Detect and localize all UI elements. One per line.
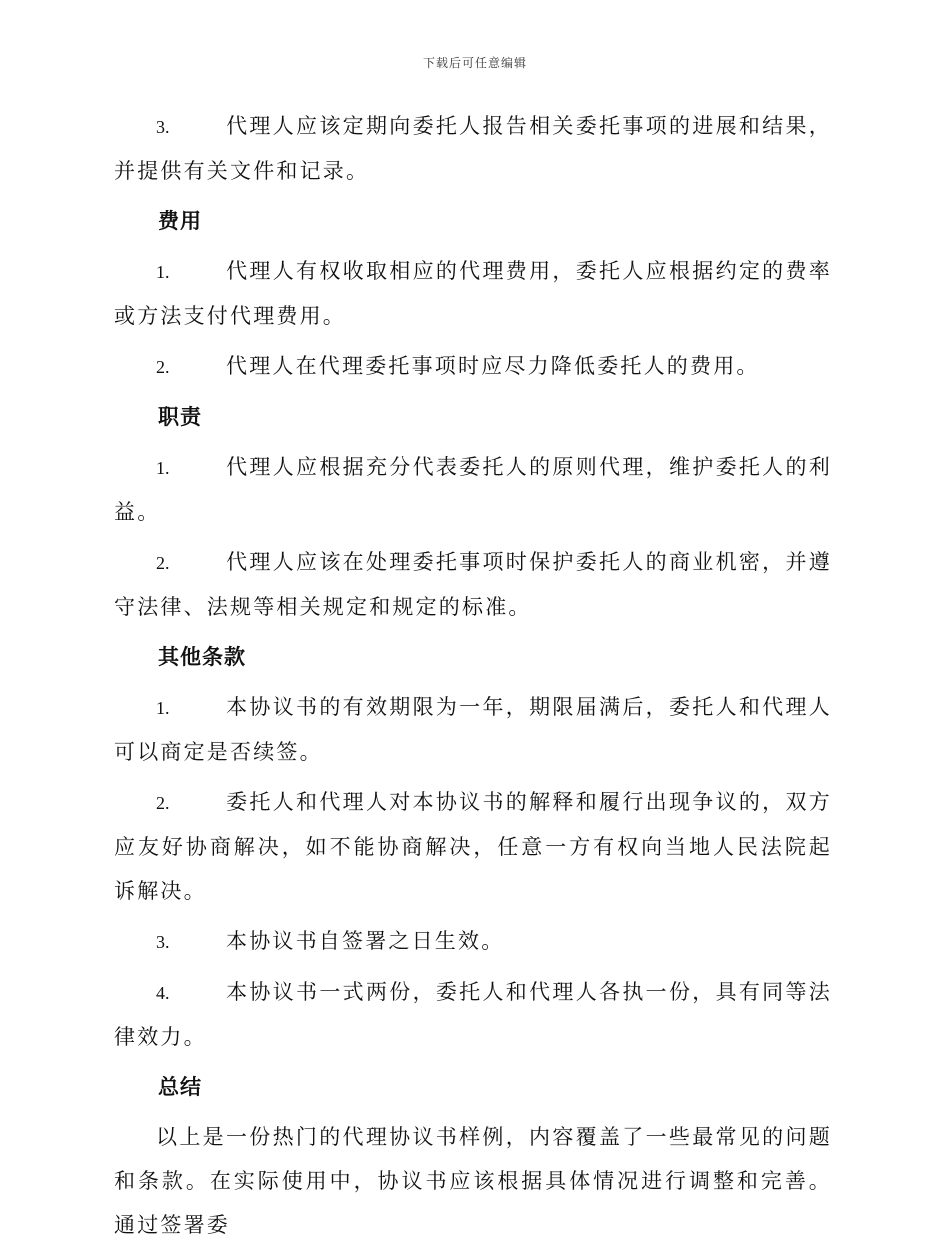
list-item	[114, 104, 832, 193]
item-number: 4.	[156, 983, 170, 1003]
list-item	[114, 445, 832, 534]
item-number: 2.	[156, 793, 170, 813]
item-number: 3.	[156, 117, 170, 137]
list-item	[114, 970, 832, 1059]
summary-paragraph: 以上是一份热门的代理协议书样例，内容覆盖了一些最常见的问题和条款。在实际使用中，协议书应该根据具体情况进行调整和完善。通过签署委	[114, 1125, 832, 1237]
item-text: 代理人在代理委托事项时应尽力降低委托人的费用。	[226, 354, 760, 378]
document-body	[114, 104, 832, 1253]
page-header: 下载后可任意编辑	[422, 56, 527, 70]
item-text: 代理人有权收取相应的代理费用，委托人应根据约定的费率或方法支付代理费用。	[114, 259, 832, 328]
item-text: 代理人应该在处理委托事项时保护委托人的商业机密，并遵守法律、法规等相关规定和规定的标准。	[114, 550, 832, 619]
item-number: 3.	[156, 932, 170, 952]
list-item	[114, 780, 832, 913]
list-item	[114, 249, 832, 338]
list-item	[114, 919, 832, 964]
item-text: 代理人应该定期向委托人报告相关委托事项的进展和结果，并提供有关文件和记录。	[114, 114, 832, 183]
item-text: 本协议书自签署之日生效。	[226, 929, 505, 953]
section-heading-fees: 费用	[158, 209, 202, 233]
item-number: 1.	[156, 262, 170, 282]
list-item	[114, 540, 832, 629]
list-item	[114, 344, 832, 389]
item-text: 代理人应根据充分代表委托人的原则代理，维护委托人的利益。	[114, 455, 832, 524]
item-number: 1.	[156, 458, 170, 478]
section-heading-other-terms: 其他条款	[158, 645, 246, 669]
item-text: 委托人和代理人对本协议书的解释和履行出现争议的，双方应友好协商解决，如不能协商解决，任意一方有权向当地人民法院起诉解决。	[114, 790, 832, 903]
item-number: 2.	[156, 553, 170, 573]
section-heading-duties: 职责	[158, 405, 202, 429]
item-text: 本协议书一式两份，委托人和代理人各执一份，具有同等法律效力。	[114, 980, 832, 1049]
section-heading-summary: 总结	[158, 1075, 202, 1099]
item-number: 1.	[156, 698, 170, 718]
list-item	[114, 685, 832, 774]
item-text: 本协议书的有效期限为一年，期限届满后，委托人和代理人可以商定是否续签。	[114, 695, 832, 764]
item-number: 2.	[156, 357, 170, 377]
